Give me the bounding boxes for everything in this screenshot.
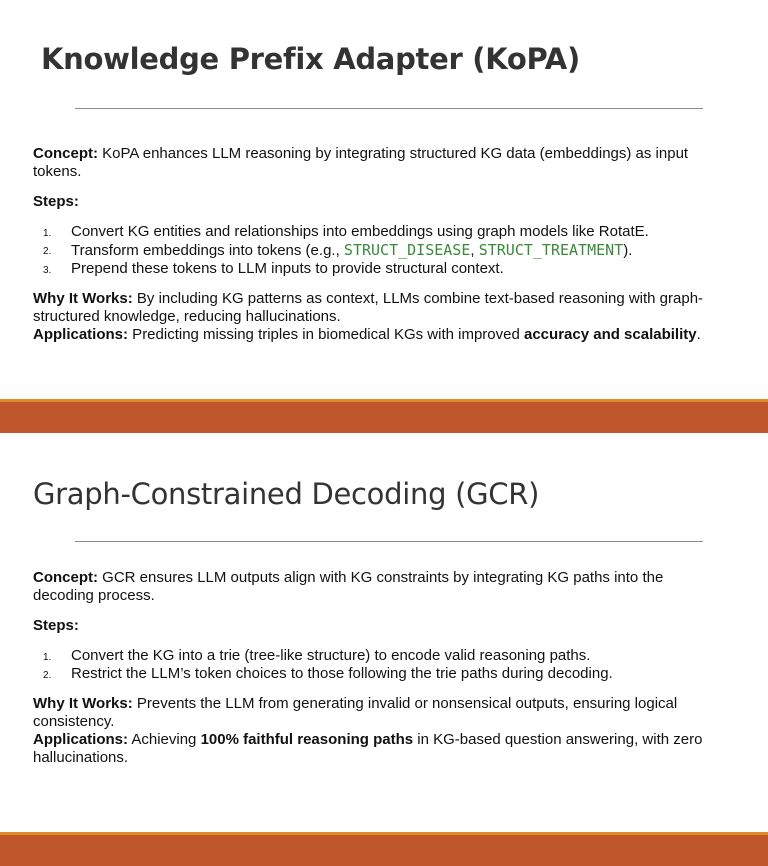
why-text: Prevents the LLM from generating invalid or nonsensical outputs, ensuring logical consistency.: [33, 695, 678, 730]
list-item: [33, 223, 723, 241]
applications-label: Applications:: [33, 326, 129, 343]
concept-label: Concept:: [33, 145, 98, 162]
step-number: 1.: [43, 228, 52, 239]
why-text: By including KG patterns as context, LLMs combine text-based reasoning with graph-structured knowledge, reducing hallucinations.: [33, 290, 704, 325]
step-text: Restrict the LLM’s token choices to those following the trie paths during decoding.: [71, 665, 613, 682]
applications-text: Predicting missing triples in biomedical KGs with improved: [128, 326, 524, 343]
step-number: 2.: [43, 246, 52, 257]
applications-text: Achieving: [128, 731, 201, 748]
steps-heading: [33, 193, 723, 211]
slide-separator-band: [0, 399, 768, 433]
list-item: [33, 647, 723, 665]
code-token: STRUCT_DISEASE: [343, 241, 471, 259]
slide-gcr: [0, 433, 768, 833]
why-paragraph: [33, 695, 723, 731]
step-text-mid: ,: [470, 242, 479, 259]
list-item: [33, 665, 723, 683]
step-text: Convert the KG into a trie (tree-like structure) to encode valid reasoning paths.: [71, 647, 591, 664]
concept-text: KoPA enhances LLM reasoning by integrating structured KG data (embeddings) as input tokens.: [33, 145, 689, 180]
list-item: [33, 241, 723, 260]
applications-emphasis: 100% faithful reasoning paths: [200, 731, 414, 748]
step-number: 3.: [43, 265, 52, 276]
slide-title: Graph-Constrained Decoding (GCR): [33, 477, 540, 511]
steps-list: [33, 223, 723, 278]
slide-title: Knowledge Prefix Adapter (KoPA): [41, 42, 580, 76]
slide-separator-band: [0, 832, 768, 866]
slide-body: [33, 145, 723, 344]
step-text: Convert KG entities and relationships into embeddings using graph models like RotatE.: [71, 223, 649, 240]
steps-label: Steps:: [33, 617, 79, 634]
applications-paragraph: [33, 731, 723, 767]
step-text-pre: Transform embeddings into tokens (e.g.,: [71, 242, 344, 259]
step-text-post: ).: [623, 242, 633, 259]
title-divider: [75, 108, 703, 109]
step-number: 1.: [43, 652, 52, 663]
list-item: [33, 260, 723, 278]
applications-paragraph: [33, 326, 723, 344]
concept-paragraph: [33, 569, 723, 605]
applications-emphasis: accuracy and scalability: [524, 326, 697, 343]
step-text: Prepend these tokens to LLM inputs to provide structural context.: [71, 260, 504, 277]
concept-label: Concept:: [33, 569, 98, 586]
slide-body: [33, 569, 723, 767]
concept-text: GCR ensures LLM outputs align with KG constraints by integrating KG paths into the decoding process.: [33, 569, 664, 604]
step-number: 2.: [43, 670, 52, 681]
code-token: STRUCT_TREATMENT: [478, 241, 624, 259]
steps-heading: [33, 617, 723, 635]
why-label: Why It Works:: [33, 695, 133, 712]
steps-label: Steps:: [33, 193, 79, 210]
title-divider: [75, 541, 703, 542]
steps-list: [33, 647, 723, 683]
applications-label: Applications:: [33, 731, 129, 748]
slide-kopa: [0, 0, 768, 400]
concept-paragraph: [33, 145, 723, 181]
why-paragraph: [33, 290, 723, 326]
why-label: Why It Works:: [33, 290, 133, 307]
applications-text-end: in KG-based question answering, with zero hallucinations.: [33, 731, 703, 766]
applications-text-end: .: [696, 326, 701, 343]
